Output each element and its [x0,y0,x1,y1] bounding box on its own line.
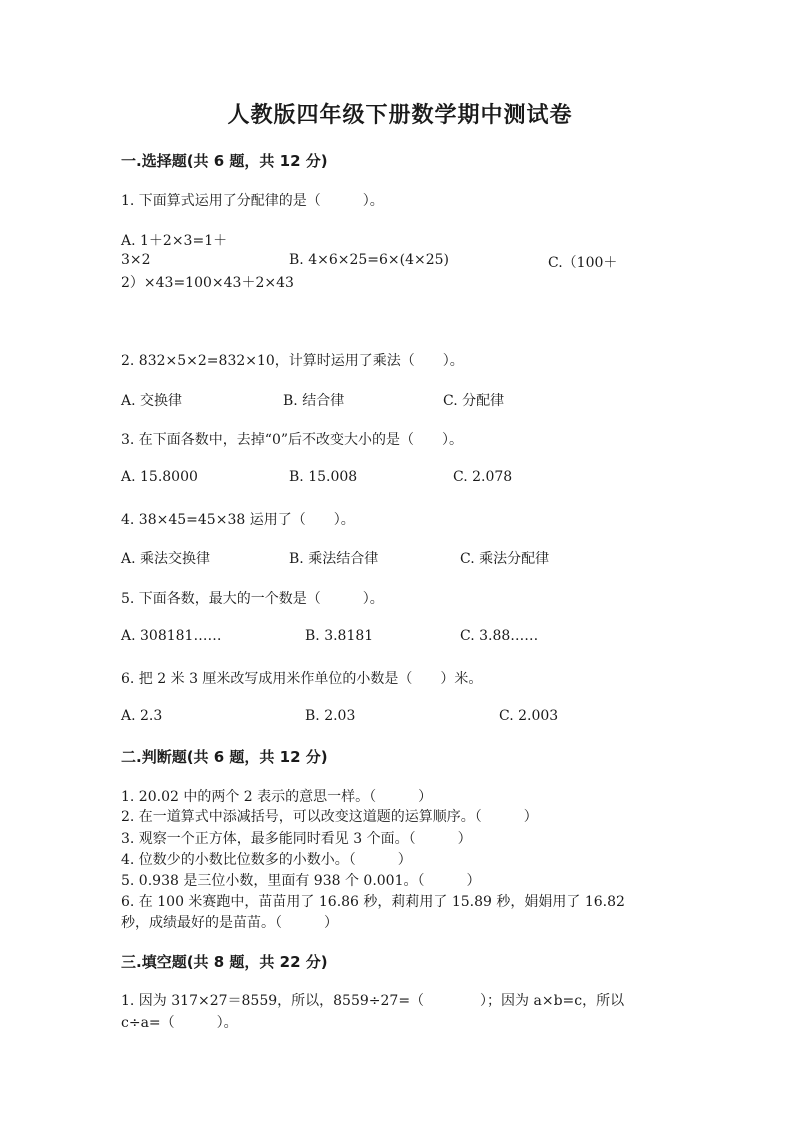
section-heading-true-false: 二.判断题(共 6 题，共 12 分) [121,748,328,766]
judgement-item-continued: 秒，成绩最好的是苗苗。（ ） [121,915,338,931]
question-stem: 3. 在下面各数中，去掉“0”后不改变大小的是（ ）。 [121,432,464,448]
judgement-item: 2. 在一道算式中添减括号，可以改变这道题的运算顺序。（ ） [121,809,538,825]
section-heading-fill-blank: 三.填空题(共 8 题，共 22 分) [121,953,328,971]
question-stem: 2. 832×5×2=832×10，计算时运用了乘法（ ）。 [121,353,464,369]
option-b: B. 4×6×25=6×(4×25) [289,252,450,268]
option-b: B. 乘法结合律 [289,551,379,567]
option-c: C. 2.003 [499,708,559,724]
question-stem: 4. 38×45=45×38 运用了（ ）。 [121,512,355,528]
option-a: A. 308181…… [121,628,222,644]
question-stem: 5. 下面各数，最大的一个数是（ ）。 [121,591,384,607]
option-c: C. 2.078 [453,469,513,485]
judgement-item: 3. 观察一个正方体，最多能同时看见 3 个面。（ ） [121,831,472,847]
option-c: C.（100＋ [548,255,618,271]
question-stem: 1. 因为 317×27＝8559，所以，8559÷27=（ ）；因为 a×b=c，所以 [121,993,625,1009]
exam-title: 人教版四年级下册数学期中测试卷 [227,103,573,128]
option-a: A. 2.3 [121,708,163,724]
option-c: C. 乘法分配律 [460,551,550,567]
option-c-continued: 2）×43=100×43＋2×43 [121,275,294,291]
option-c: C. 分配律 [443,393,505,409]
option-a: A. 1＋2×3=1＋ [121,233,228,249]
option-b: B. 3.8181 [305,628,374,644]
option-a-continued: 3×2 [121,252,151,268]
judgement-item: 4. 位数少的小数比位数多的小数小。（ ） [121,852,412,868]
judgement-item: 5. 0.938 是三位小数，里面有 938 个 0.001。（ ） [121,873,481,889]
option-b: B. 2.03 [305,708,356,724]
option-b: B. 结合律 [283,393,345,409]
judgement-item: 1. 20.02 中的两个 2 表示的意思一样。（ ） [121,789,433,805]
option-b: B. 15.008 [289,469,358,485]
option-a: A. 15.8000 [121,469,198,485]
section-heading-choice: 一.选择题(共 6 题，共 12 分) [121,152,328,170]
option-a: A. 交换律 [121,393,183,409]
question-stem: 6. 把 2 米 3 厘米改写成用米作单位的小数是（ ）米。 [121,671,483,687]
option-c: C. 3.88…… [460,628,539,644]
question-stem: 1. 下面算式运用了分配律的是（ ）。 [121,193,384,209]
option-a: A. 乘法交换律 [121,551,211,567]
judgement-item: 6. 在 100 米赛跑中，苗苗用了 16.86 秒，莉莉用了 15.89 秒，娟娟用了 16.82 [121,894,625,910]
question-stem-continued: c÷a=（ ）。 [121,1015,238,1031]
